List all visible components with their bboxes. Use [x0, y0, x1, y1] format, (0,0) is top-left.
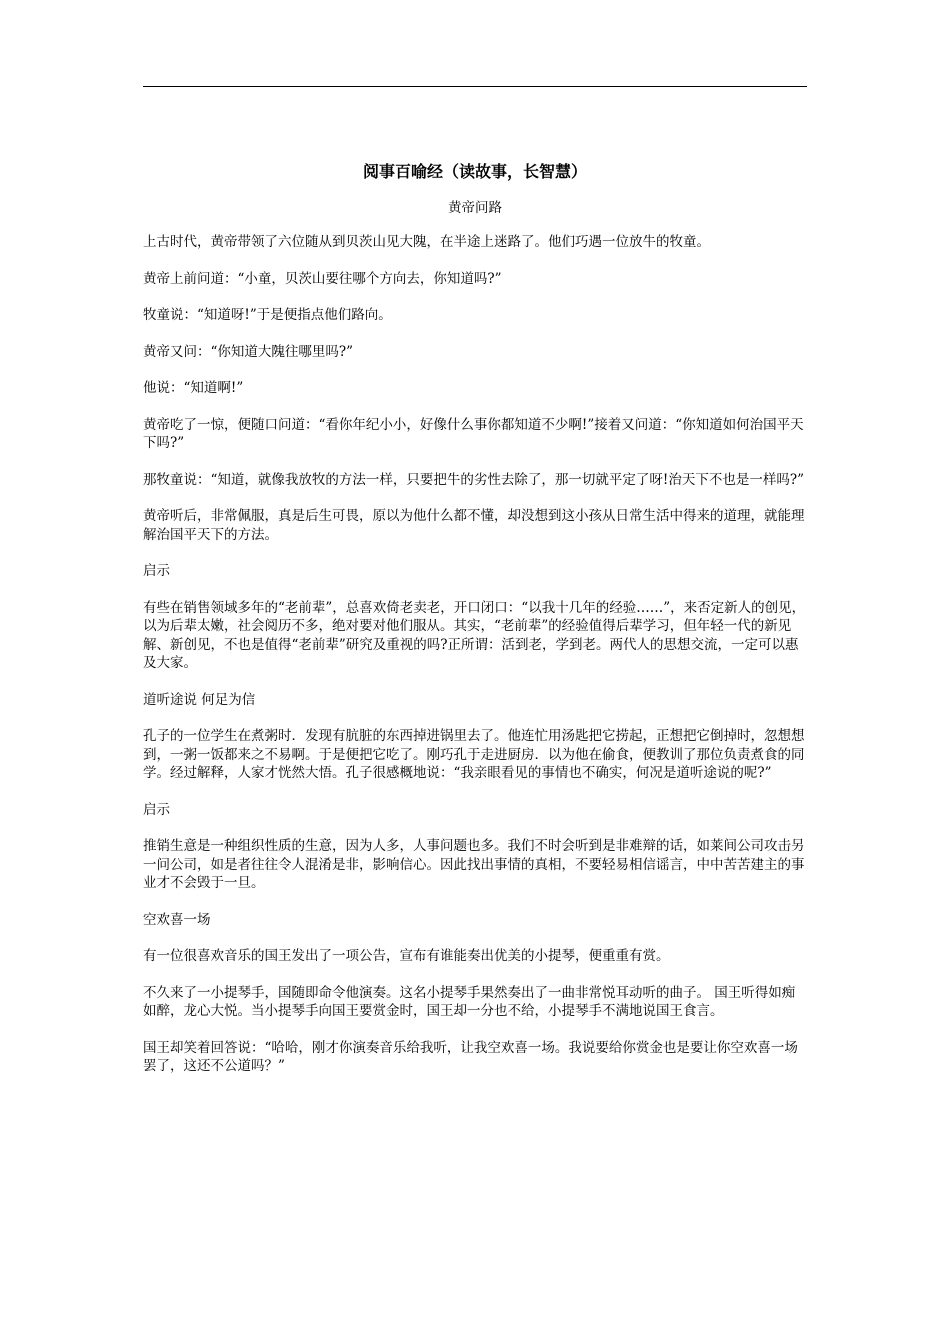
paragraph: 有一位很喜欢音乐的国王发出了一项公告，宣布有谁能奏出优美的小提琴，便重重有赏。: [143, 948, 670, 964]
paragraph: 黄帝听后，非常佩服，真是后生可畏，原以为他什么都不懂，却没想到这小孩从日常生活中得来的道理，就能理解治国平天下的方法。: [143, 508, 805, 543]
header-rule: [143, 86, 807, 87]
paragraph: 孔子的一位学生在煮粥时．发现有肮脏的东西掉进锅里去了。他连忙用汤匙把它捞起，正想把它倒掉时，忽想想到，一粥一饭都来之不易啊。于是便把它吃了。刚巧孔于走进厨房．以为他在偷食，便教训了那位负责煮食的同学。经过解释，人家才恍然大悟。孔子很感概地说：“我亲眼看见的事情也不确实，何况是道听途说的呢?”: [143, 728, 805, 781]
paragraph: 黄帝上前问道：“小童，贝茨山要往哪个方向去，你知道吗?”: [143, 270, 502, 287]
paragraph: 国王却笑着回答说：“哈哈，刚才你演奏音乐给我听，让我空欢喜一场。我说要给你赏金也是要让你空欢喜一场罢了，这还不公道吗？”: [143, 1039, 798, 1074]
document-body: [143, 160, 807, 1094]
section-heading-insight: 启示: [143, 801, 170, 818]
paragraph: 牧童说：“知道呀!”于是便指点他们路向。: [143, 307, 392, 323]
paragraph: 黄帝吃了一惊，便随口问道：“看你年纪小小，好像什么事你都知道不少啊!”接着又问道：“你知道如何治国平天下吗?”: [143, 416, 804, 451]
story-title-huangdi: 黄帝问路: [448, 200, 502, 216]
section-heading-empty-joy: 空欢喜一场: [143, 911, 211, 928]
section-heading-insight: 启示: [143, 563, 170, 579]
paragraph: 他说：“知道啊!”: [143, 380, 244, 396]
document-title: 阅事百喻经（读故事，长智慧）: [362, 162, 587, 181]
paragraph: 有些在销售领域多年的“老前辈”，总喜欢倚老卖老，开口闭口：“以我十几年的经验……”，来否定新人的创见，以为后辈太嫩，社会阅历不多，绝对要对他们服从。其实，“老前辈”的经验值得后辈学习，但年轻一代的新见解、新创见，不也是值得“老前辈”研究及重视的吗?正所谓：活到老，学到老。两代人的思想交流，一定可以惠及大家。: [143, 599, 806, 671]
paragraph: 黄帝又问：“你知道大隗往哪里吗?”: [143, 343, 354, 360]
section-heading-hearsay: 道听途说 何足为信: [143, 691, 256, 708]
paragraph: 推销生意是一种组织性质的生意，因为人多，人事问题也多。我们不时会听到是非难辩的话，如莱间公司攻击另一问公司，如是者往往令人混淆是非，影响信心。因此找出事情的真相，不要轻易相信谣言，中中苦苦建主的事业才不会毁于一旦。: [143, 838, 805, 891]
paragraph: 不久来了一小提琴手，国随即命令他演奏。这名小提琴手果然奏出了一曲非常悦耳动听的曲子。 国王听得如痴如醉，龙心大悦。当小提琴手向国王要赏金时，国王却一分也不给，小提琴手不满地说国王食言。: [143, 984, 796, 1019]
paragraph: 上古时代，黄帝带领了六位随从到贝茨山见大隗，在半途上迷路了。他们巧遇一位放牛的牧童。: [143, 234, 710, 250]
paragraph: 那牧童说：“知道，就像我放牧的方法一样，只要把牛的劣性去除了，那一切就平定了呀!治天下不也是一样吗?”: [143, 471, 804, 488]
